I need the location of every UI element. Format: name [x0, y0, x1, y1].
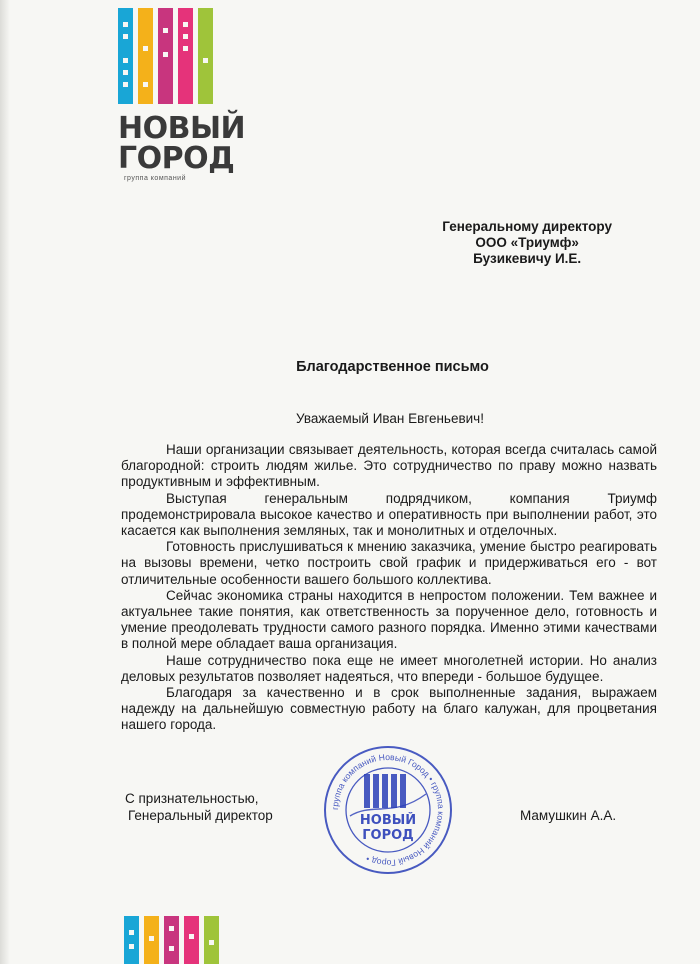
addressee-block: [442, 219, 612, 267]
company-stamp: [322, 744, 454, 876]
footer-bar-1: [124, 916, 139, 964]
logo-bar-5: [198, 8, 213, 104]
logo-title-line2: ГОРОД: [118, 141, 235, 176]
paragraph: Выступая генеральным подрядчиком, компания Триумф продемонстрировала высокое качество и оперативность при выполнении работ, это касается как выполнения земляных, так и монолитных и отделочных.: [121, 490, 657, 539]
footer-bar-2: [144, 916, 159, 964]
paragraph: Готовность прислушиваться к мнению заказчика, умение быстро реагировать на вызовы времени, четко построить свой график и придерживаться его - вот отличительные особенности вашего большого коллектива.: [121, 539, 657, 587]
stamp-ring-text: группа компаний Новый Город • группа компаний Новый Город •: [329, 751, 447, 869]
logo-bar-3: [158, 8, 173, 104]
paragraph: Наше сотрудничество пока еще не имеет многолетней истории. Но анализ деловых результатов позволяет надеяться, что впереди - большое будущее.: [121, 652, 657, 684]
footer-bar-5: [204, 916, 219, 964]
logo-title-line1: НОВЫЙ: [118, 111, 246, 146]
logo-bar-2: [138, 8, 153, 104]
logo-bar-1: [118, 8, 133, 104]
footer-bar-3: [164, 916, 179, 964]
footer-bars: [124, 916, 224, 964]
closing-position: Генеральный директор: [128, 807, 273, 823]
closing-block: [125, 791, 273, 824]
paragraph: Сейчас экономика страны находится в непростом положении. Тем важнее и актуальнее такие понятия, как ответственность за порученное дело, готовность и умение преодолевать трудности самого разного порядка. Именно этими качествами в полной мере обладает ваша организация.: [121, 587, 657, 652]
letter-greeting: Уважаемый Иван Евгеньевич!: [296, 411, 484, 426]
letter-title: Благодарственное письмо: [296, 359, 489, 375]
logo-bar-4: [178, 8, 193, 104]
paragraph: Наши организации связывает деятельность, которая всегда считалась самой благородной: строить людям жилье. Это сотрудничество по праву можно назвать продуктивным и эффективным.: [121, 442, 657, 490]
stamp-line2: ГОРОД: [362, 828, 414, 843]
footer-bar-4: [184, 916, 199, 964]
logo-bars: [118, 8, 222, 104]
closing-regards: С признательностью,: [125, 791, 259, 806]
company-logo: [118, 8, 246, 182]
addressee-company: ООО «Триумф»: [475, 235, 579, 250]
logo-subtitle: группа компаний: [124, 175, 187, 182]
signer-name: Мамушкин А.А.: [520, 808, 617, 823]
addressee-name: Бузикевичу И.Е.: [473, 251, 582, 266]
svg-text:группа компаний Новый Город •: [330, 752, 446, 868]
addressee-position: Генеральному директору: [442, 219, 612, 234]
paragraph: Благодаря за качественно и в срок выполненные задания, выражаем надежду на дальнейшую совместную работу на благо калужан, для процветания нашего города.: [121, 685, 657, 733]
stamp-line1: НОВЫЙ: [359, 813, 417, 828]
letter-body: [121, 442, 657, 734]
page-edge-shadow: [0, 0, 10, 964]
